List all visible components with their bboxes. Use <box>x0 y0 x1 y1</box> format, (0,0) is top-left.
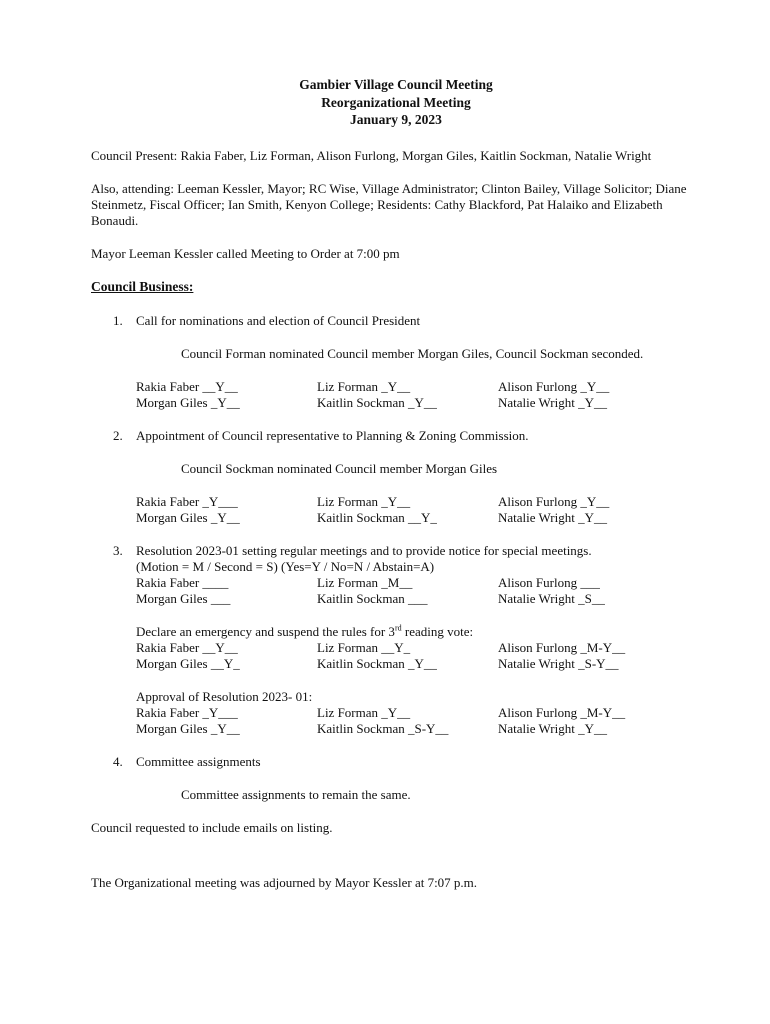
vote-table <box>91 575 711 607</box>
vote-cell: Kaitlin Sockman ___ <box>317 590 428 606</box>
emergency-vote-table <box>91 624 711 672</box>
vote-cell: Kaitlin Sockman _Y__ <box>317 394 437 410</box>
vote-row <box>136 395 711 411</box>
vote-cell: Kaitlin Sockman __Y_ <box>317 509 437 525</box>
vote-cell: Rakia Faber _Y___ <box>136 704 238 720</box>
spacer <box>91 853 711 875</box>
vote-cell: Alison Furlong ___ <box>498 574 600 590</box>
vote-table <box>91 494 711 526</box>
emergency-label-tail: reading vote: <box>401 623 474 639</box>
vote-cell: Liz Forman __Y_ <box>317 639 411 655</box>
item-number: 1. <box>113 312 123 328</box>
vote-cell: Morgan Giles ___ <box>136 590 231 606</box>
vote-cell: Rakia Faber _Y___ <box>136 493 238 509</box>
vote-cell: Natalie Wright _S__ <box>498 590 605 606</box>
vote-cell: Liz Forman _Y__ <box>317 378 411 394</box>
vote-cell: Morgan Giles __Y_ <box>136 655 240 671</box>
item-number: 3. <box>113 542 123 558</box>
document-title: Gambier Village Council Meeting <box>299 77 493 92</box>
vote-cell: Morgan Giles _Y__ <box>136 509 240 525</box>
call-to-order: Mayor Leeman Kessler called Meeting to Order at 7:00 pm <box>91 245 400 261</box>
minutes-document <box>91 76 711 908</box>
vote-cell: Liz Forman _Y__ <box>317 704 411 720</box>
vote-cell: Kaitlin Sockman _Y__ <box>317 655 437 671</box>
item-title: Committee assignments <box>136 753 261 769</box>
ordinal-suffix: rd <box>394 623 402 633</box>
vote-cell: Liz Forman _Y__ <box>317 493 411 509</box>
emails-note: Council requested to include emails on listing. <box>91 819 333 835</box>
vote-row <box>136 640 711 656</box>
vote-cell: Rakia Faber __Y__ <box>136 378 238 394</box>
approval-vote-table <box>91 689 711 737</box>
vote-cell: Alison Furlong _M-Y__ <box>498 704 626 720</box>
vote-cell: Alison Furlong _M-Y__ <box>498 639 626 655</box>
vote-row <box>136 575 711 591</box>
item-number: 4. <box>113 753 123 769</box>
vote-cell: Natalie Wright _Y__ <box>498 509 607 525</box>
item-number: 2. <box>113 427 123 443</box>
item-title: Appointment of Council representative to Planning & Zoning Commission. <box>136 427 529 443</box>
document-date: January 9, 2023 <box>350 112 442 127</box>
vote-cell: Alison Furlong _Y__ <box>498 493 610 509</box>
agenda-item-1 <box>91 313 711 329</box>
vote-row <box>136 721 711 737</box>
vote-row <box>136 705 711 721</box>
vote-cell: Rakia Faber ____ <box>136 574 229 590</box>
item-title: Call for nominations and election of Council President <box>136 312 421 328</box>
vote-cell: Natalie Wright _Y__ <box>498 720 607 736</box>
council-present: Council Present: Rakia Faber, Liz Forman, Alison Furlong, Morgan Giles, Kaitlin Sockman, Natalie Wright <box>91 147 652 163</box>
emergency-label <box>136 624 711 640</box>
document-subtitle: Reorganizational Meeting <box>321 94 471 110</box>
approval-label: Approval of Resolution 2023- 01: <box>136 688 313 704</box>
vote-row <box>136 656 711 672</box>
item-note: Committee assignments to remain the same. <box>181 786 411 802</box>
agenda-item-3 <box>91 543 711 575</box>
vote-row <box>136 494 711 510</box>
vote-cell: Morgan Giles _Y__ <box>136 394 240 410</box>
vote-cell: Rakia Faber __Y__ <box>136 639 238 655</box>
vote-table <box>91 379 711 411</box>
item-note: Council Sockman nominated Council member Morgan Giles <box>181 460 498 476</box>
agenda-item-2 <box>91 428 711 444</box>
agenda-item-4 <box>91 754 711 770</box>
vote-cell: Natalie Wright _Y__ <box>498 394 607 410</box>
vote-cell: Kaitlin Sockman _S-Y__ <box>317 720 449 736</box>
vote-row <box>136 510 711 526</box>
item-title: Resolution 2023-01 setting regular meetings and to provide notice for special meetings. <box>136 542 592 558</box>
vote-row <box>136 591 711 607</box>
vote-row <box>136 379 711 395</box>
also-attending: Also, attending: Leeman Kessler, Mayor; RC Wise, Village Administrator; Clinton Bailey, Village Solicitor; Diane Steinmetz, Fiscal Officer; Ian Smith, Kenyon College; Residents: Cathy Blackford, Pat Halaiko and Elizabeth Bonaudi. <box>91 180 687 228</box>
vote-cell: Morgan Giles _Y__ <box>136 720 240 736</box>
document-header <box>81 76 711 129</box>
emergency-label-text: Declare an emergency and suspend the rules for 3 <box>136 623 395 639</box>
vote-cell: Alison Furlong _Y__ <box>498 378 610 394</box>
item-note: Council Forman nominated Council member Morgan Giles, Council Sockman seconded. <box>181 345 644 361</box>
vote-legend: (Motion = M / Second = S) (Yes=Y / No=N / Abstain=A) <box>136 558 435 574</box>
section-heading: Council Business: <box>91 278 194 294</box>
vote-cell: Natalie Wright _S-Y__ <box>498 655 619 671</box>
vote-cell: Liz Forman _M__ <box>317 574 413 590</box>
adjournment: The Organizational meeting was adjourned by Mayor Kessler at 7:07 p.m. <box>91 874 478 890</box>
